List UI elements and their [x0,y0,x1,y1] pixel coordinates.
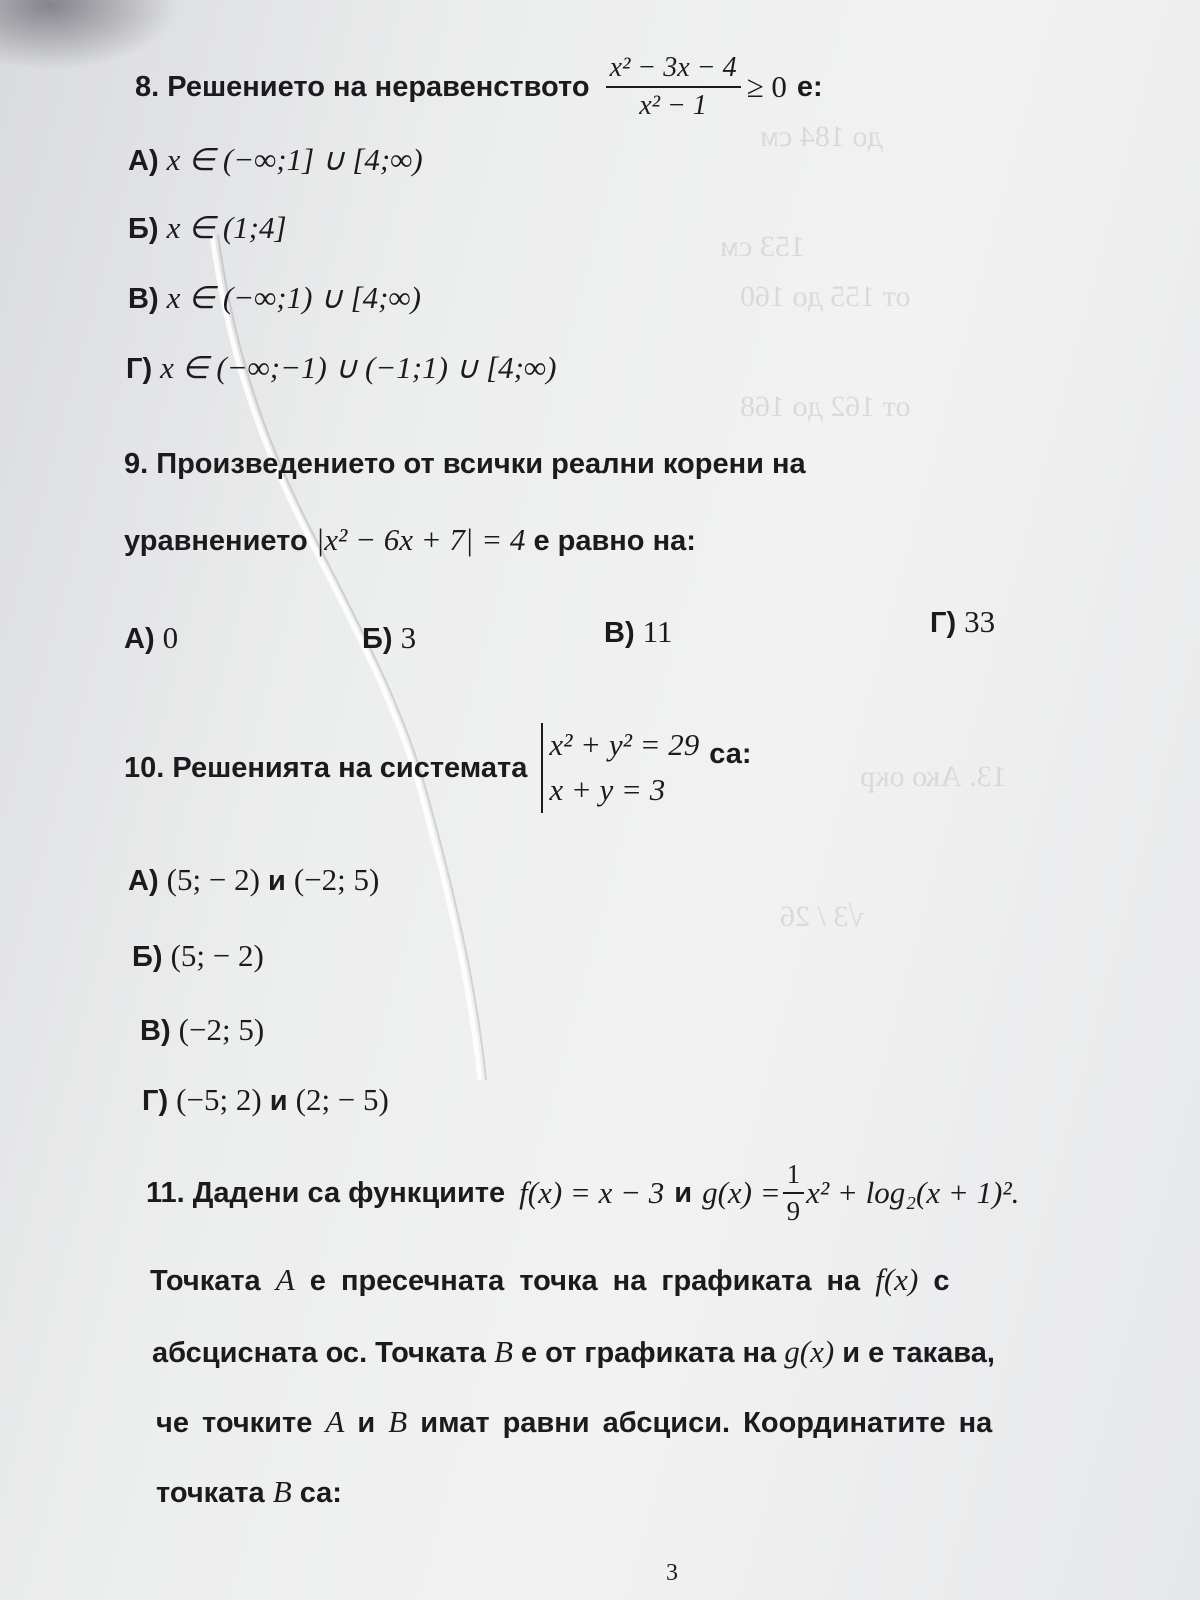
q11-text: са: [299,1477,342,1509]
q11-text: с [933,1265,950,1297]
bleed-through-text: 153 см [720,230,805,263]
q8-relation: ≥ 0 [746,69,787,104]
option-label: Г) [930,607,957,639]
q11-point-b: B [272,1474,292,1509]
q10-option-b[interactable] [132,938,264,974]
q11-fraction-numerator: 1 [783,1159,805,1194]
option-text: x ∈ (−∞;−1) ∪ (−1;1) ∪ [4;∞) [160,350,557,385]
option-text: 33 [964,604,996,639]
question-8 [135,52,823,121]
option-label: Г) [126,353,153,385]
q11-text: е пресечната точка на графиката на [309,1265,861,1297]
option-label: В) [128,283,159,315]
option-text: 0 [162,620,179,655]
q11-prefix: 11. Дадени са функциите [146,1176,506,1209]
option-text: (5; − 2) [170,938,264,973]
q11-text: имат равни абсциси. Координатите на [420,1407,993,1439]
option-text: 3 [400,620,417,655]
option-text: (5; − 2) [166,862,260,897]
option-text: (2; − 5) [295,1082,389,1117]
q8-option-c[interactable] [128,280,421,316]
q8-numerator: x² − 3x − 4 [606,52,741,88]
q11-gx: g(x) [784,1334,835,1369]
q11-line-3 [152,1334,995,1370]
option-label: Б) [362,623,393,655]
option-text: x ∈ (−∞;1] ∪ [4;∞) [166,142,423,177]
q10-option-a[interactable] [128,862,379,898]
q9-option-c[interactable] [604,614,673,650]
q9-equation: |x² − 6x + 7| = 4 [315,522,526,557]
page-number: 3 [666,1560,678,1586]
option-label: А) [128,145,159,177]
q9-suffix: е равно на: [533,525,696,557]
q10-prefix: 10. Решенията на системата [124,751,528,784]
question-11 [146,1158,1019,1228]
q11-line-5 [156,1474,342,1510]
bleed-through-text: до 184 см [760,120,883,153]
q11-point-b: B [388,1404,408,1439]
q10-equation-1: x² + y² = 29 [549,727,700,763]
q10-option-d[interactable] [142,1082,389,1118]
q11-line-4 [156,1404,992,1440]
q11-conjunction: и [674,1176,693,1209]
q8-fraction [606,52,741,122]
option-label: В) [604,617,635,649]
q11-point-b: B [493,1334,513,1369]
q10-system [541,723,699,813]
q11-function-g-right: x² + log₂(x + 1)². [806,1175,1020,1210]
option-text: x ∈ (1;4] [166,210,287,245]
q11-function-g-left: g(x) = [702,1175,781,1210]
q8-option-b[interactable] [128,210,287,246]
q10-equation-2: x + y = 3 [549,772,666,807]
q10-suffix: са: [709,737,752,770]
q11-text: абсцисната ос. Точката [152,1337,486,1369]
option-text: x ∈ (−∞;1) ∪ [4;∞) [166,280,421,315]
q8-suffix: е: [796,70,823,103]
q11-text: и [357,1407,376,1439]
q11-fraction-denominator: 9 [786,1196,801,1226]
q9-option-b[interactable] [362,620,416,656]
question-9-line1: 9. Произведението от всички реални корени на [124,448,806,480]
q11-line-2 [150,1262,949,1298]
option-conjunction: и [269,1085,288,1117]
q8-option-d[interactable] [126,350,556,386]
question-8-text: 8. Решението на неравенството [135,70,590,103]
question-10 [124,718,752,818]
bleed-through-text: √3 / 26 [780,900,865,933]
bleed-through-text: 13. Ако окр [860,760,1007,793]
q11-text: точката [156,1477,265,1509]
option-label: Б) [132,941,163,973]
q8-denominator: x² − 1 [639,90,707,121]
q11-function-f: f(x) = x − 3 [519,1175,665,1210]
option-label: А) [124,623,155,655]
option-text: (−2; 5) [178,1012,265,1047]
question-9-line2 [124,522,696,558]
q11-point-a: A [275,1262,295,1297]
q9-option-a[interactable] [124,620,178,656]
option-label: Г) [142,1085,169,1117]
q8-option-a[interactable] [128,142,423,178]
option-label: А) [128,865,159,897]
q11-text: е от графиката на [520,1337,777,1369]
q11-text: Точката [150,1265,261,1297]
option-text: (−5; 2) [176,1082,262,1117]
q9-prefix: уравнението [124,525,308,557]
q10-option-c[interactable] [140,1012,264,1048]
option-conjunction: и [267,865,286,897]
bleed-through-text: от 155 до 160 [740,280,911,313]
option-label: Б) [128,213,159,245]
q11-fraction [783,1159,805,1227]
q11-text: че точките [156,1407,313,1439]
q11-text: и е такава, [842,1337,995,1369]
q11-fx: f(x) [875,1262,919,1297]
option-text: 11 [642,614,673,649]
q11-point-a: A [325,1404,345,1439]
bleed-through-text: от 162 до 168 [740,390,911,423]
q9-option-d[interactable] [930,604,995,640]
option-text: (−2; 5) [293,862,380,897]
option-label: В) [140,1015,171,1047]
